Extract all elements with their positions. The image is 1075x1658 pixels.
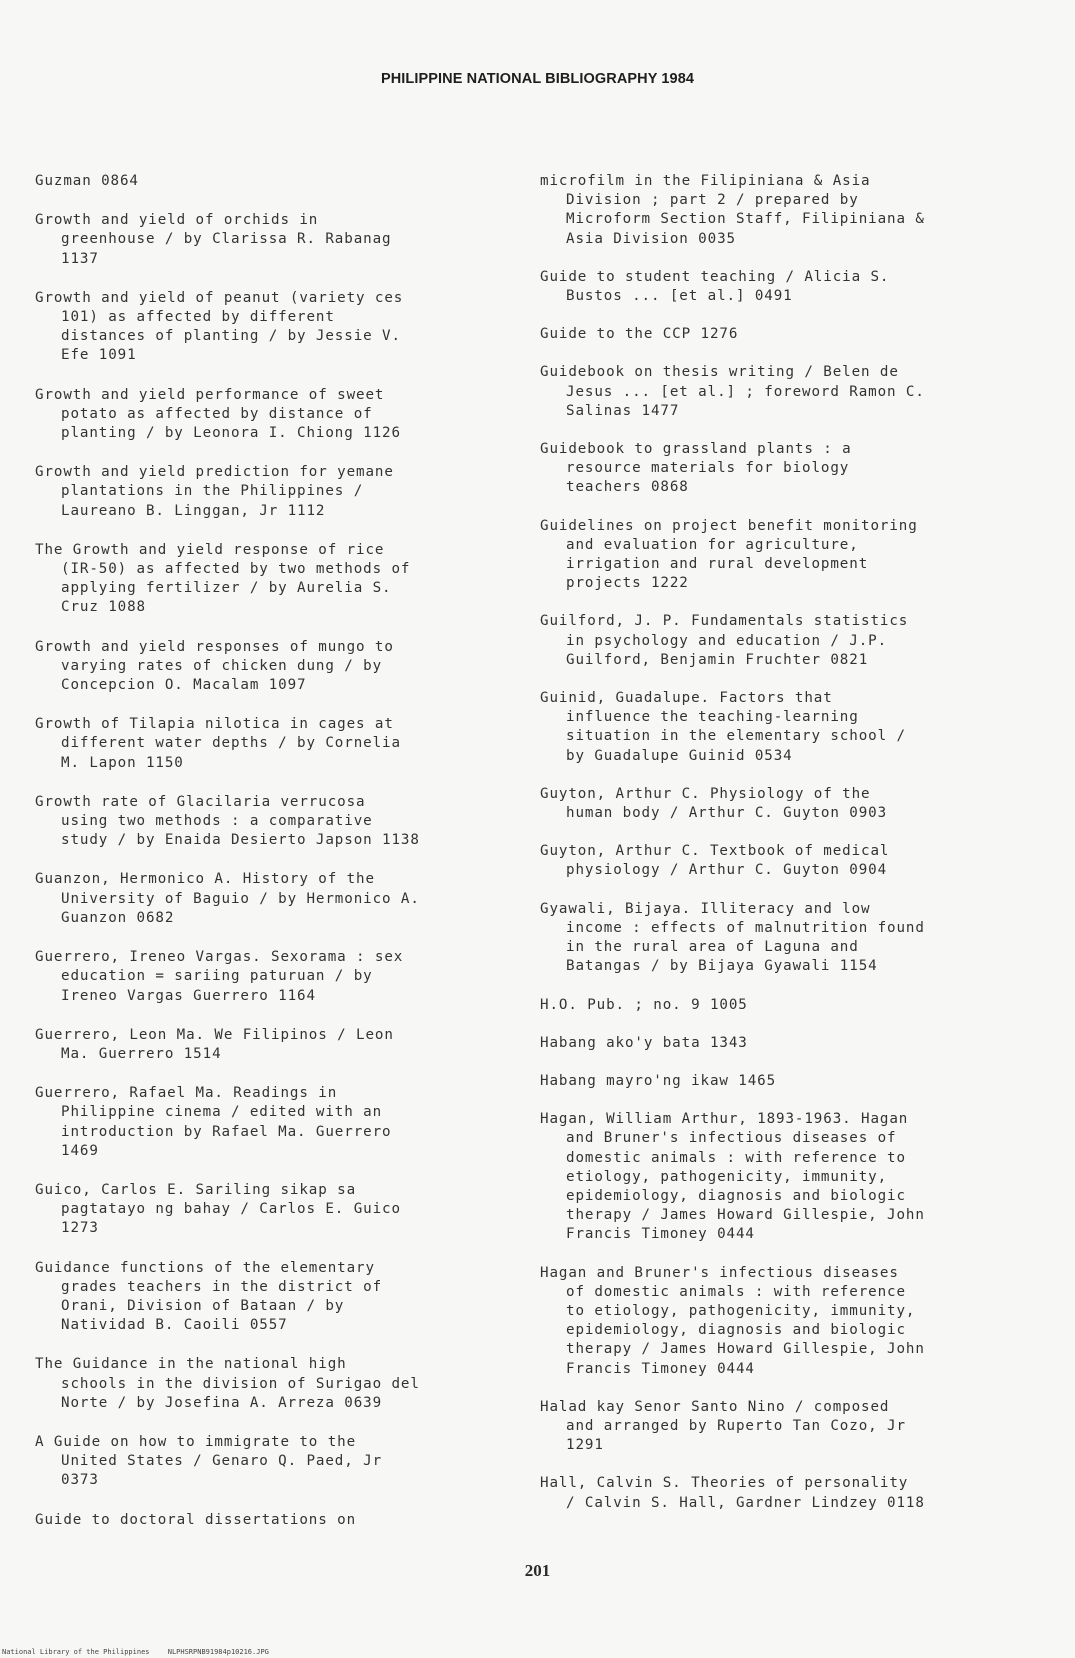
bibliography-entry: Guyton, Arthur C. Textbook of medical physiology / Arthur C. Guyton 0904 [540,843,890,879]
right-column [540,172,1010,1532]
bibliography-entry: Guerrero, Leon Ma. We Filipinos / Leon Ma. Guerrero 1514 [35,1026,394,1062]
bibliography-entry: Guide to the CCP 1276 [540,326,739,343]
page-header: PHILIPPINE NATIONAL BIBLIOGRAPHY 1984 [380,71,695,87]
bibliography-entry: The Guidance in the national high schools in the division of Surigao del Norte / by Josefina A. Arreza 0639 [35,1356,420,1411]
bibliography-entry: Guide to doctoral dissertations on [35,1511,357,1528]
bibliography-entry: Growth rate of Glacilaria verrucosa using two methods : a comparative study / by Enaida Desierto Japson 1138 [35,793,420,849]
scan-footer [2,1648,283,1656]
bibliography-entry: Hagan, William Arthur, 1893-1963. Hagan and Bruner's infectious diseases of domestic animals : with reference to etiology, pathogenicity, immunity, epidemiology, diagnosis and biologic therapy / James Howard Gillespie, John Francis Timoney 0444 [540,1111,925,1243]
bibliography-entry: H.O. Pub. ; no. 9 1005 [540,996,748,1013]
page-number: 201 [524,1561,551,1580]
bibliography-entry: Growth and yield of orchids in greenhouse / by Clarissa R. Rabanag 1137 [35,212,392,267]
bibliography-entry: Guanzon, Hermonico A. History of the University of Baguio / by Hermonico A. Guanzon 0682 [35,871,420,926]
bibliography-entry: Guinid, Guadalupe. Factors that influence the teaching-learning situation in the elementary school / by Guadalupe Guinid 0534 [540,690,906,764]
bibliography-entry: Halad kay Senor Santo Nino / composed and arranged by Ruperto Tan Cozo, Jr 1291 [540,1398,906,1454]
bibliography-entry: Guidebook on thesis writing / Belen de Jesus ... [et al.] ; foreword Ramon C. Salinas 1477 [540,364,925,419]
bibliography-entry: A Guide on how to immigrate to the United States / Genaro Q. Paed, Jr 0373 [35,1433,383,1489]
bibliography-entry: Growth and yield of peanut (variety ces 101) as affected by different distances of planting / by Jessie V. Efe 1091 [35,289,404,364]
footer-file: NLPHSRPNB91984p10216.JPG [167,1648,269,1656]
bibliography-entry: Growth and yield responses of mungo to varying rates of chicken dung / by Concepcion O. Macalam 1097 [35,638,394,694]
bibliography-entry: Habang ako'y bata 1343 [540,1034,748,1051]
bibliography-entry: Guico, Carlos E. Sariling sikap sa pagtatayo ng bahay / Carlos E. Guico 1273 [35,1181,401,1237]
bibliography-entry: Guidebook to grassland plants : a resource materials for biology teachers 0868 [540,441,852,496]
bibliography-entry: The Growth and yield response of rice (IR-50) as affected by two methods of applying fertilizer / by Aurelia S. Cruz 1088 [35,541,411,616]
bibliography-entry: Guerrero, Rafael Ma. Readings in Philippine cinema / edited with an introduction by Rafael Ma. Guerrero 1469 [35,1085,392,1159]
bibliography-entry: Gyawali, Bijaya. Illiteracy and low income : effects of malnutrition found in the rural area of Laguna and Batangas / by Bijaya Gyawali 1154 [540,900,925,975]
bibliography-entry: Growth and yield prediction for yemane plantations in the Philippines / Laureano B. Linggan, Jr 1112 [35,464,394,519]
left-column [35,172,505,1550]
bibliography-entry: Hall, Calvin S. Theories of personality / Calvin S. Hall, Gardner Lindzey 0118 [540,1475,925,1511]
bibliography-entry: Hagan and Bruner's infectious diseases of domestic animals : with reference to etiology, pathogenicity, immunity, epidemiology, diagnosis and biologic therapy / James Howard Gillespie, John Francis Timoney 0444 [540,1264,925,1377]
bibliography-entry: Habang mayro'ng ikaw 1465 [540,1072,777,1089]
bibliography-entry: microfilm in the Filipiniana & Asia Division ; part 2 / prepared by Microform Section Staff, Filipiniana & Asia Division 0035 [540,173,925,247]
bibliography-entry: Growth of Tilapia nilotica in cages at different water depths / by Cornelia M. Lapon 1150 [35,716,401,771]
bibliography-entry: Guidelines on project benefit monitoring and evaluation for agriculture, irrigation and rural development projects 1222 [540,517,918,592]
bibliography-entry: Guyton, Arthur C. Physiology of the human body / Arthur C. Guyton 0903 [540,785,888,822]
bibliography-entry: Guilford, J. P. Fundamentals statistics in psychology and education / J.P. Guilford, Benjamin Fruchter 0821 [540,613,909,668]
bibliography-entry: Guerrero, Ireneo Vargas. Sexorama : sex education = sariing paturuan / by Ireneo Vargas Guerrero 1164 [35,949,404,1004]
bibliography-entry: Guzman 0864 [35,173,139,189]
bibliography-entry: Growth and yield performance of sweet potato as affected by distance of planting / by Leonora I. Chiong 1126 [35,386,401,442]
bibliography-entry: Guidance functions of the elementary grades teachers in the district of Orani, Division of Bataan / by Natividad B. Caoili 0557 [35,1259,383,1334]
footer-library: National Library of the Philippines [2,1648,150,1656]
bibliography-entry: Guide to student teaching / Alicia S. Bustos ... [et al.] 0491 [540,268,890,305]
